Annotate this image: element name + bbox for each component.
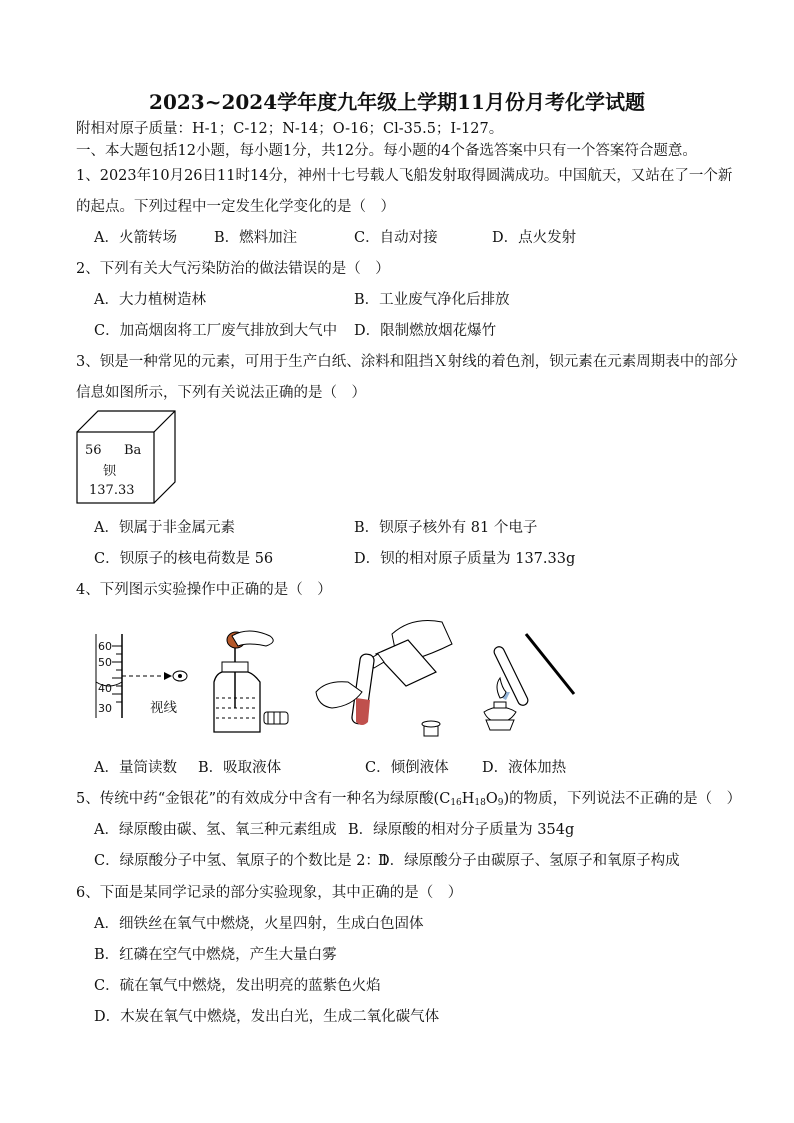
- q4-option-a[interactable]: A．量筒读数: [94, 760, 177, 776]
- q2-option-c[interactable]: C．加高烟囱将工厂废气排放到大气中: [94, 323, 338, 339]
- q2-stem: 2、下列有关大气污染防治的做法错误的是（ ）: [76, 261, 390, 277]
- q5-c-subscript: 16: [450, 798, 462, 808]
- element-cell-barium: [76, 410, 176, 504]
- q4-option-b[interactable]: B．吸取液体: [198, 760, 282, 776]
- q5-o-subscript: 9: [497, 798, 504, 808]
- figure-cylinder-reading: [92, 630, 202, 724]
- q4-stem: 4、下列图示实验操作中正确的是（ ）: [76, 582, 332, 598]
- q5-option-c[interactable]: C．绿原酸分子中氢、氧原子的个数比是 2：1: [94, 853, 390, 869]
- q5-o-symbol: O: [485, 791, 498, 807]
- q5-h-symbol: H: [461, 791, 475, 807]
- q5-stem-pre: 5、传统中药“金银花”的有效成分中含有一种名为绿原酸(C: [76, 791, 451, 807]
- q1-option-d[interactable]: D．点火发射: [492, 230, 577, 246]
- scale-label-50: 50: [98, 656, 112, 669]
- scale-label-60: 60: [98, 640, 112, 653]
- q2-option-d[interactable]: D．限制燃放烟花爆竹: [354, 323, 497, 339]
- scale-label-30: 30: [98, 702, 112, 715]
- q5-stem-post: )的物质，下列说法不正确的是（ ）: [503, 791, 742, 807]
- q3-option-c[interactable]: C．钡原子的核电荷数是 56: [94, 551, 274, 567]
- section-heading: 一、本大题包括12小题，每小题1分，共12分。每小题的4个备选答案中只有一个答案符合题意。: [76, 143, 697, 159]
- element-atomic-mass: 137.33: [89, 483, 135, 498]
- q5-option-d[interactable]: D．绿原酸分子由碳原子、氢原子和氧原子构成: [378, 853, 680, 869]
- q3-option-a[interactable]: A．钡属于非金属元素: [94, 520, 235, 536]
- q5-h-subscript: 18: [474, 798, 486, 808]
- element-atomic-number: 56: [85, 443, 102, 458]
- q5-option-b[interactable]: B．绿原酸的相对分子质量为 354g: [348, 822, 575, 838]
- q4-option-d[interactable]: D．液体加热: [482, 760, 567, 776]
- q1-stem-line2: 的起点。下列过程中一定发生化学变化的是（ ）: [76, 199, 395, 215]
- q5-stem: [76, 789, 741, 813]
- sight-line-label: 视线: [150, 700, 177, 716]
- q6-option-b[interactable]: B．红磷在空气中燃烧，产生大量白雾: [94, 947, 337, 963]
- q4-option-c[interactable]: C．倾倒液体: [365, 760, 449, 776]
- q1-option-c[interactable]: C．自动对接: [354, 230, 438, 246]
- element-symbol: Ba: [124, 443, 142, 458]
- q5-option-a[interactable]: A．绿原酸由碳、氢、氧三种元素组成: [94, 822, 337, 838]
- q6-option-c[interactable]: C．硫在氧气中燃烧，发出明亮的蓝紫色火焰: [94, 978, 381, 994]
- q1-option-a[interactable]: A．火箭转场: [94, 230, 177, 246]
- q3-stem-line1: 3、钡是一种常见的元素，可用于生产白纸、涂料和阻挡Ｘ射线的着色剂，钡元素在元素周期表中的部分: [76, 354, 738, 370]
- q3-option-d[interactable]: D．钡的相对原子质量为 137.33g: [354, 551, 576, 567]
- q2-option-a[interactable]: A．大力植树造林: [94, 292, 206, 308]
- q3-option-b[interactable]: B．钡原子核外有 81 个电子: [354, 520, 538, 536]
- page-title: 2023~2024学年度九年级上学期11月份月考化学试题: [149, 90, 645, 114]
- q1-option-b[interactable]: B．燃料加注: [214, 230, 298, 246]
- figure-heating-liquid: [480, 626, 580, 736]
- q3-stem-line2: 信息如图所示，下列有关说法正确的是（ ）: [76, 385, 366, 401]
- q6-option-d[interactable]: D．木炭在氧气中燃烧，发出白光，生成二氧化碳气体: [94, 1009, 440, 1025]
- q2-option-b[interactable]: B．工业废气净化后排放: [354, 292, 510, 308]
- q1-stem-line1: 1、2023年10月26日11时14分，神州十七号载人飞船发射取得圆满成功。中国航天，又站在了一个新: [76, 168, 733, 184]
- element-name: 钡: [103, 464, 117, 479]
- q6-stem: 6、下面是某同学记录的部分实验现象，其中正确的是（ ）: [76, 885, 463, 901]
- q6-option-a[interactable]: A．细铁丝在氧气中燃烧，火星四射，生成白色固体: [94, 916, 424, 932]
- scale-label-40: 40: [98, 682, 112, 695]
- figure-dropper-bottle: [208, 624, 308, 736]
- atomic-mass-note: 附相对原子质量：H-1；C-12；N-14；O-16；Cl-35.5；I-127。: [76, 121, 504, 137]
- figure-pouring-liquid: [312, 614, 464, 746]
